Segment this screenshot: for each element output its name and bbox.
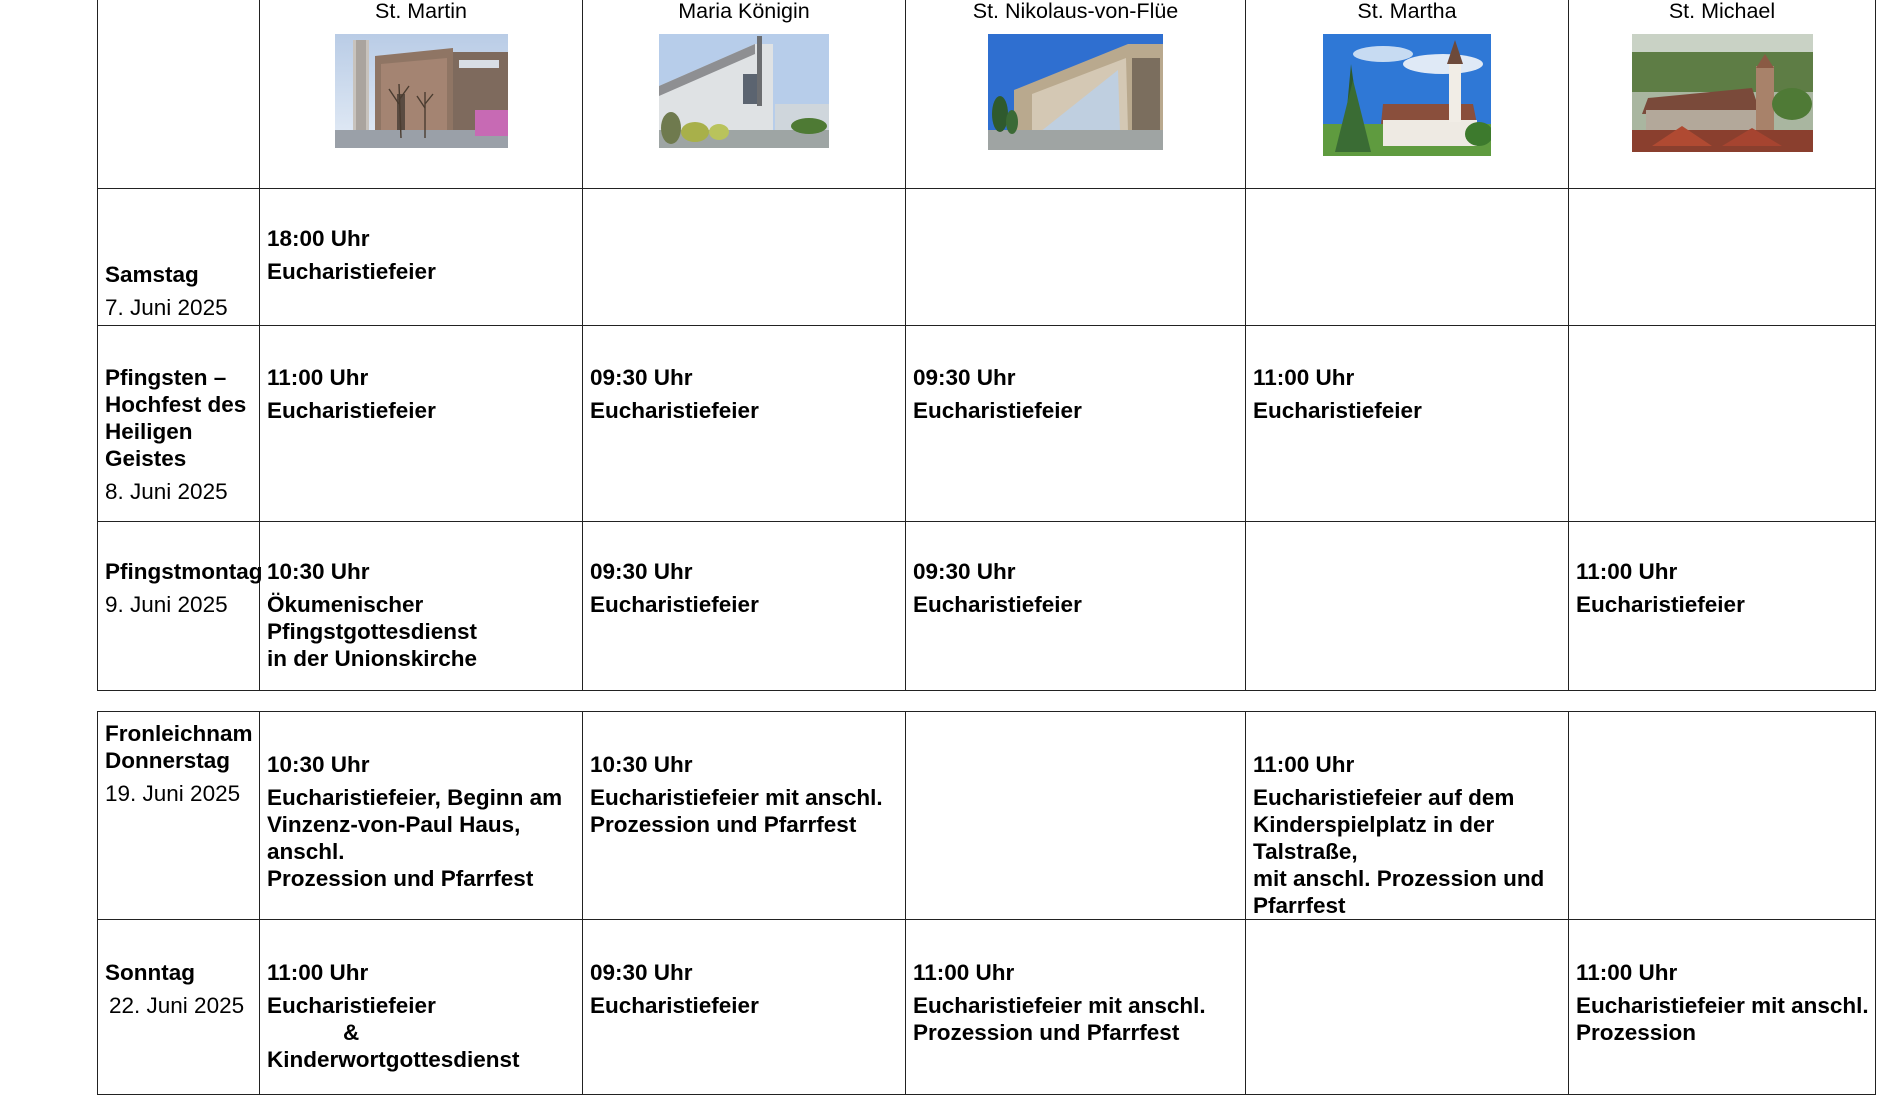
day-name: Fronleichnam: [105, 721, 253, 746]
event-description: Eucharistiefeier: [1576, 592, 1745, 617]
day-name: Donnerstag: [105, 748, 231, 773]
day-row-sonntag: [98, 920, 1876, 1095]
service-schedule-table-bottom: [97, 711, 1876, 1095]
church-header-st-michael: [1569, 0, 1876, 189]
event-time: 11:00 Uhr: [1576, 559, 1678, 584]
day-label-cell: [98, 920, 260, 1095]
day-label-cell: [98, 189, 260, 326]
church-photo-st-martha: [1323, 34, 1491, 156]
event-cell-st-nikolaus: [906, 712, 1246, 920]
event-time: 11:00 Uhr: [1576, 960, 1678, 985]
event-cell-st-martin: [260, 712, 583, 920]
corner-cell: [98, 0, 260, 189]
event-cell-st-michael: [1569, 522, 1876, 691]
event-time: 11:00 Uhr: [1253, 365, 1355, 390]
event-cell-st-martha: [1246, 189, 1569, 326]
event-description: Eucharistiefeier: [590, 398, 759, 423]
event-time: 09:30 Uhr: [913, 365, 1016, 390]
event-cell-st-martin: [260, 326, 583, 522]
event-cell-st-michael: [1569, 189, 1876, 326]
event-description: Eucharistiefeier: [590, 993, 759, 1018]
church-header-st-martin: [260, 0, 583, 189]
event-description: Eucharistiefeier mit anschl. Prozession und Pfarrfest: [590, 785, 883, 837]
event-cell-st-michael: [1569, 920, 1876, 1095]
event-description: Eucharistiefeier auf dem Kinderspielplatz in der Talstraße, mit anschl. Prozession und Pfarrfest: [1253, 785, 1545, 918]
event-time: 09:30 Uhr: [590, 559, 693, 584]
event-cell-maria-koenigin: [583, 326, 906, 522]
day-row-pfingsten: [98, 326, 1876, 522]
event-description: Eucharistiefeier: [267, 259, 436, 284]
event-cell-st-michael: [1569, 326, 1876, 522]
event-time: 10:30 Uhr: [267, 559, 370, 584]
event-time: 11:00 Uhr: [267, 960, 369, 985]
event-description: Eucharistiefeier: [1253, 398, 1422, 423]
event-cell-st-martha: [1246, 522, 1569, 691]
church-photo-st-michael: [1632, 34, 1813, 152]
event-cell-st-nikolaus: [906, 326, 1246, 522]
day-date: 22. Juni 2025: [109, 993, 245, 1018]
event-description: Eucharistiefeier: [913, 592, 1082, 617]
day-row-fronleichnam: [98, 712, 1876, 920]
event-description: Eucharistiefeier & Kinderwortgottesdienst: [267, 993, 520, 1072]
church-name: St. Martin: [375, 0, 467, 23]
day-row-pfingstmontag: [98, 522, 1876, 691]
event-cell-st-martha: [1246, 712, 1569, 920]
day-name: Pfingstmontag: [105, 559, 263, 584]
church-photo-maria-koenigin: [659, 34, 829, 148]
event-description: Ökumenischer Pfingstgottesdienst in der Unionskirche: [267, 592, 478, 671]
event-time: 11:00 Uhr: [913, 960, 1015, 985]
day-date: 9. Juni 2025: [105, 592, 228, 617]
church-name: Maria Königin: [678, 0, 810, 23]
event-time: 10:30 Uhr: [590, 752, 693, 777]
event-description: Eucharistiefeier: [590, 592, 759, 617]
day-label-cell: [98, 522, 263, 691]
service-schedule-table-top: [97, 0, 1876, 691]
day-label-cell: [98, 712, 260, 920]
day-name: Sonntag: [105, 960, 195, 985]
event-cell-st-martin: [260, 522, 583, 691]
event-time: 09:30 Uhr: [590, 960, 693, 985]
event-cell-st-nikolaus: [906, 920, 1246, 1095]
church-name: St. Nikolaus-von-Flüe: [972, 0, 1179, 23]
event-cell-maria-koenigin: [583, 522, 906, 691]
church-header-st-martha: [1246, 0, 1569, 189]
day-name: Heiligen Geistes: [105, 419, 193, 471]
event-cell-st-nikolaus: [906, 522, 1246, 691]
event-cell-maria-koenigin: [583, 920, 906, 1095]
church-header-row: [98, 0, 1876, 189]
event-cell-st-martin: [260, 189, 583, 326]
event-cell-maria-koenigin: [583, 189, 906, 326]
event-cell-st-nikolaus: [906, 189, 1246, 326]
event-description: Eucharistiefeier: [913, 398, 1082, 423]
day-row-samstag: [98, 189, 1876, 326]
day-name: Pfingsten –: [105, 365, 227, 390]
church-header-st-nikolaus: [906, 0, 1246, 189]
church-name: St. Martha: [1357, 0, 1457, 23]
event-description: Eucharistiefeier mit anschl. Prozession und Pfarrfest: [913, 993, 1206, 1045]
day-name: Samstag: [105, 262, 199, 287]
day-label-cell: [98, 326, 260, 522]
church-header-maria-koenigin: [583, 0, 906, 189]
event-time: 09:30 Uhr: [913, 559, 1016, 584]
event-cell-st-martin: [260, 920, 583, 1095]
church-photo-st-martin: [335, 34, 508, 148]
church-photo-st-nikolaus: [988, 34, 1163, 150]
event-time: 11:00 Uhr: [1253, 752, 1355, 777]
event-description: Eucharistiefeier mit anschl. Prozession: [1576, 993, 1869, 1045]
event-description: Eucharistiefeier: [267, 398, 436, 423]
event-time: 10:30 Uhr: [267, 752, 370, 777]
day-date: 7. Juni 2025: [105, 295, 228, 320]
event-cell-st-martha: [1246, 920, 1569, 1095]
day-name: Hochfest des: [105, 392, 247, 417]
church-name: St. Michael: [1668, 0, 1776, 23]
event-cell-st-michael: [1569, 712, 1876, 920]
day-date: 19. Juni 2025: [105, 781, 241, 806]
event-time: 11:00 Uhr: [267, 365, 369, 390]
day-date: 8. Juni 2025: [105, 479, 228, 504]
event-description: Eucharistiefeier, Beginn am Vinzenz-von-Paul Haus, anschl. Prozession und Pfarrfest: [267, 785, 563, 891]
event-time: 18:00 Uhr: [267, 226, 370, 251]
event-cell-maria-koenigin: [583, 712, 906, 920]
event-time: 09:30 Uhr: [590, 365, 693, 390]
event-cell-st-martha: [1246, 326, 1569, 522]
